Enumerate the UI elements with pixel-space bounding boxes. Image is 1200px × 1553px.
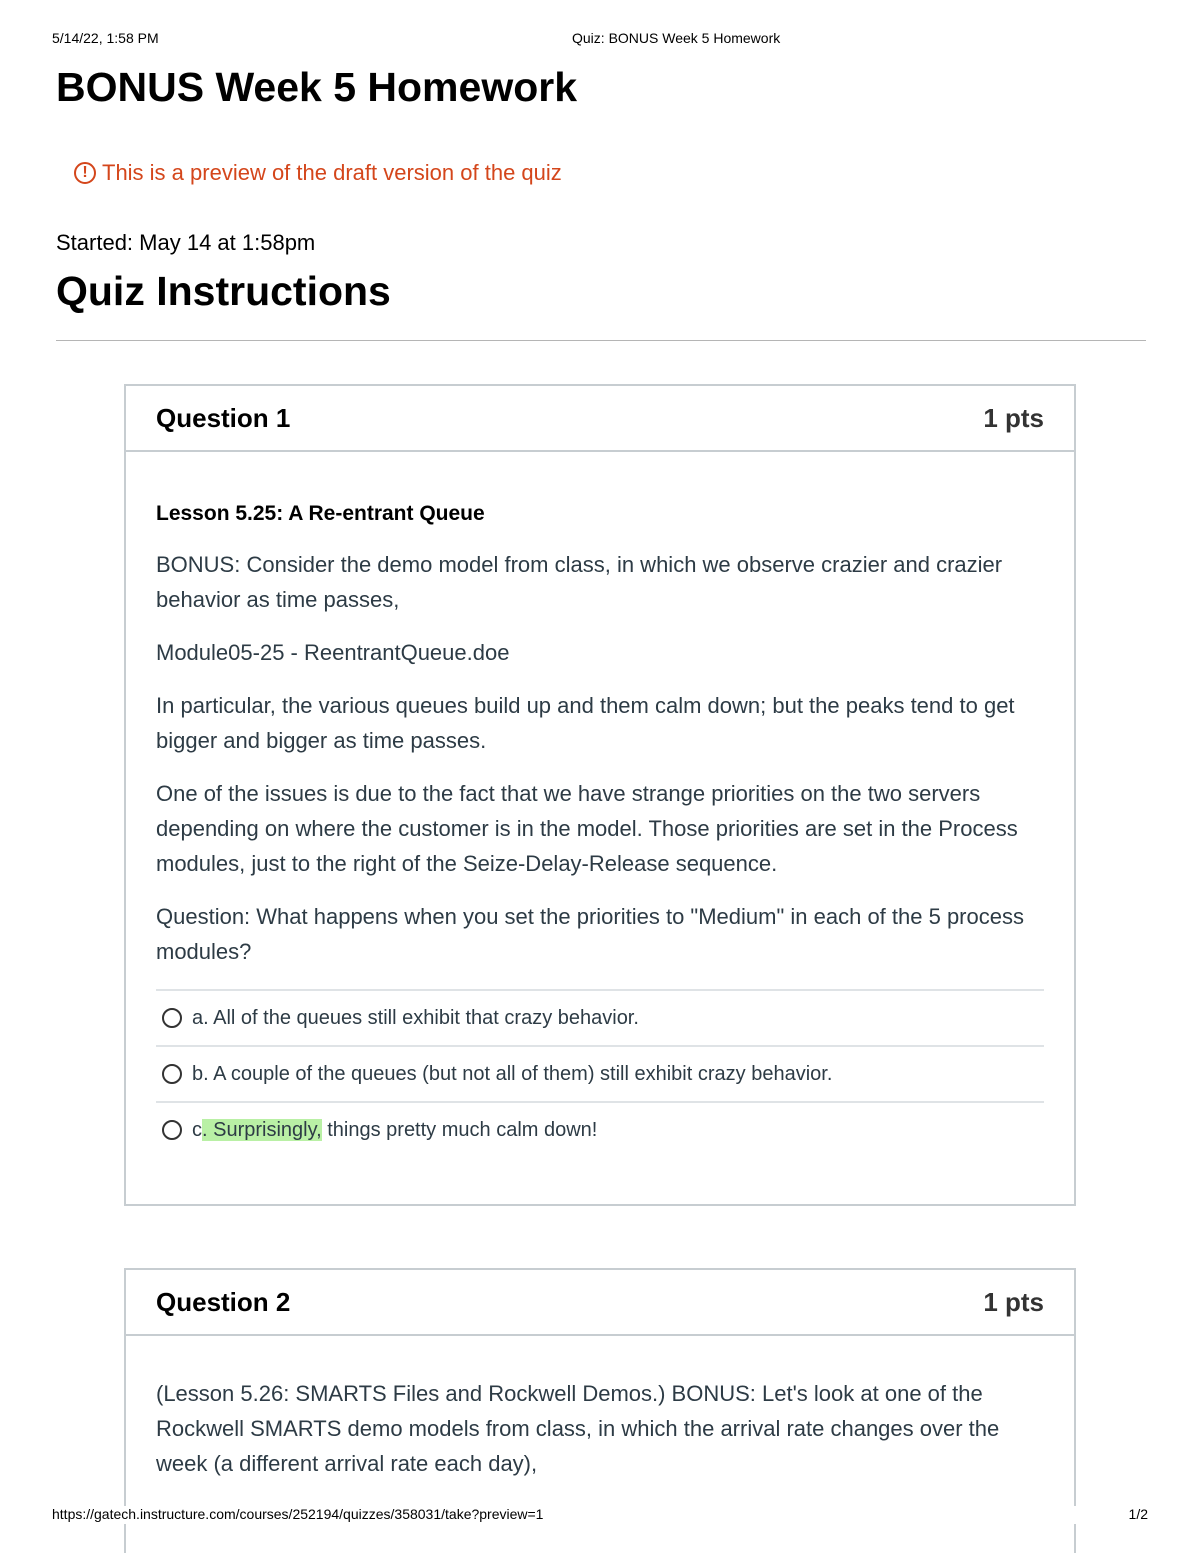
answer-prefix: c [192,1118,202,1141]
preview-notice [74,160,562,186]
warning-icon: ! [74,162,96,184]
answer-option-a[interactable] [156,991,1044,1047]
answer-option-c[interactable] [156,1103,1044,1157]
started-timestamp: Started: May 14 at 1:58pm [56,230,316,255]
print-date: 5/14/22, 1:58 PM [52,30,159,46]
question-paragraph: One of the issues is due to the fact that we have strange priorities on the two servers depending on where the customer is in the model. Those priorities are set in the Process modules, just to the right of the Seize-Delay-Release sequence. [156,781,1018,876]
question-paragraph: In particular, the various queues build up and them calm down; but the peaks tend to get bigger and bigger as time passes. [156,693,1015,753]
question-body [126,452,1074,1157]
question-card-1 [124,384,1076,1206]
question-body [126,1336,1074,1481]
page-url: https://gatech.instructure.com/courses/252194/quizzes/358031/take?preview=1 [52,1506,544,1522]
question-header [126,1270,1074,1336]
question-header [126,386,1074,452]
page-number: 1/2 [1128,1506,1148,1522]
question-paragraph: (Lesson 5.26: SMARTS Files and Rockwell Demos.) BONUS: Let's look at one of the Rockwell SMARTS demo models from class, in which the arrival rate changes over the week (a different arrival rate each day), [156,1381,1000,1476]
answer-option-b[interactable] [156,1047,1044,1103]
highlighted-text: . Surprisingly, [202,1118,322,1141]
radio-button[interactable] [162,1064,182,1084]
divider [56,340,1146,341]
question-paragraph: BONUS: Consider the demo model from class, in which we observe crazier and crazier behavior as time passes, [156,552,1003,612]
question-paragraph: Module05-25 - ReentrantQueue.doe [156,640,510,665]
page-title: BONUS Week 5 Homework [56,64,578,110]
preview-notice-text: This is a preview of the draft version of the quiz [102,160,562,185]
radio-button[interactable] [162,1120,182,1140]
print-page-title: Quiz: BONUS Week 5 Homework [572,30,781,46]
answer-list [156,989,1044,1157]
question-title: Question 2 [156,1287,291,1317]
lesson-title: Lesson 5.25: A Re-entrant Queue [156,502,485,525]
question-points: 1 pts [983,403,1044,433]
radio-button[interactable] [162,1008,182,1028]
answer-label [192,1113,597,1148]
question-title: Question 1 [156,403,291,433]
answer-suffix: things pretty much calm down! [321,1118,598,1141]
print-footer [52,1506,1148,1524]
question-points: 1 pts [983,1287,1044,1317]
question-paragraph: Question: What happens when you set the priorities to "Medium" in each of the 5 process modules? [156,904,1024,964]
quiz-instructions-heading: Quiz Instructions [56,268,391,314]
answer-label: a. All of the queues still exhibit that crazy behavior. [192,1006,639,1029]
answer-label: b. A couple of the queues (but not all of them) still exhibit crazy behavior. [192,1062,833,1085]
print-header [52,30,1148,48]
